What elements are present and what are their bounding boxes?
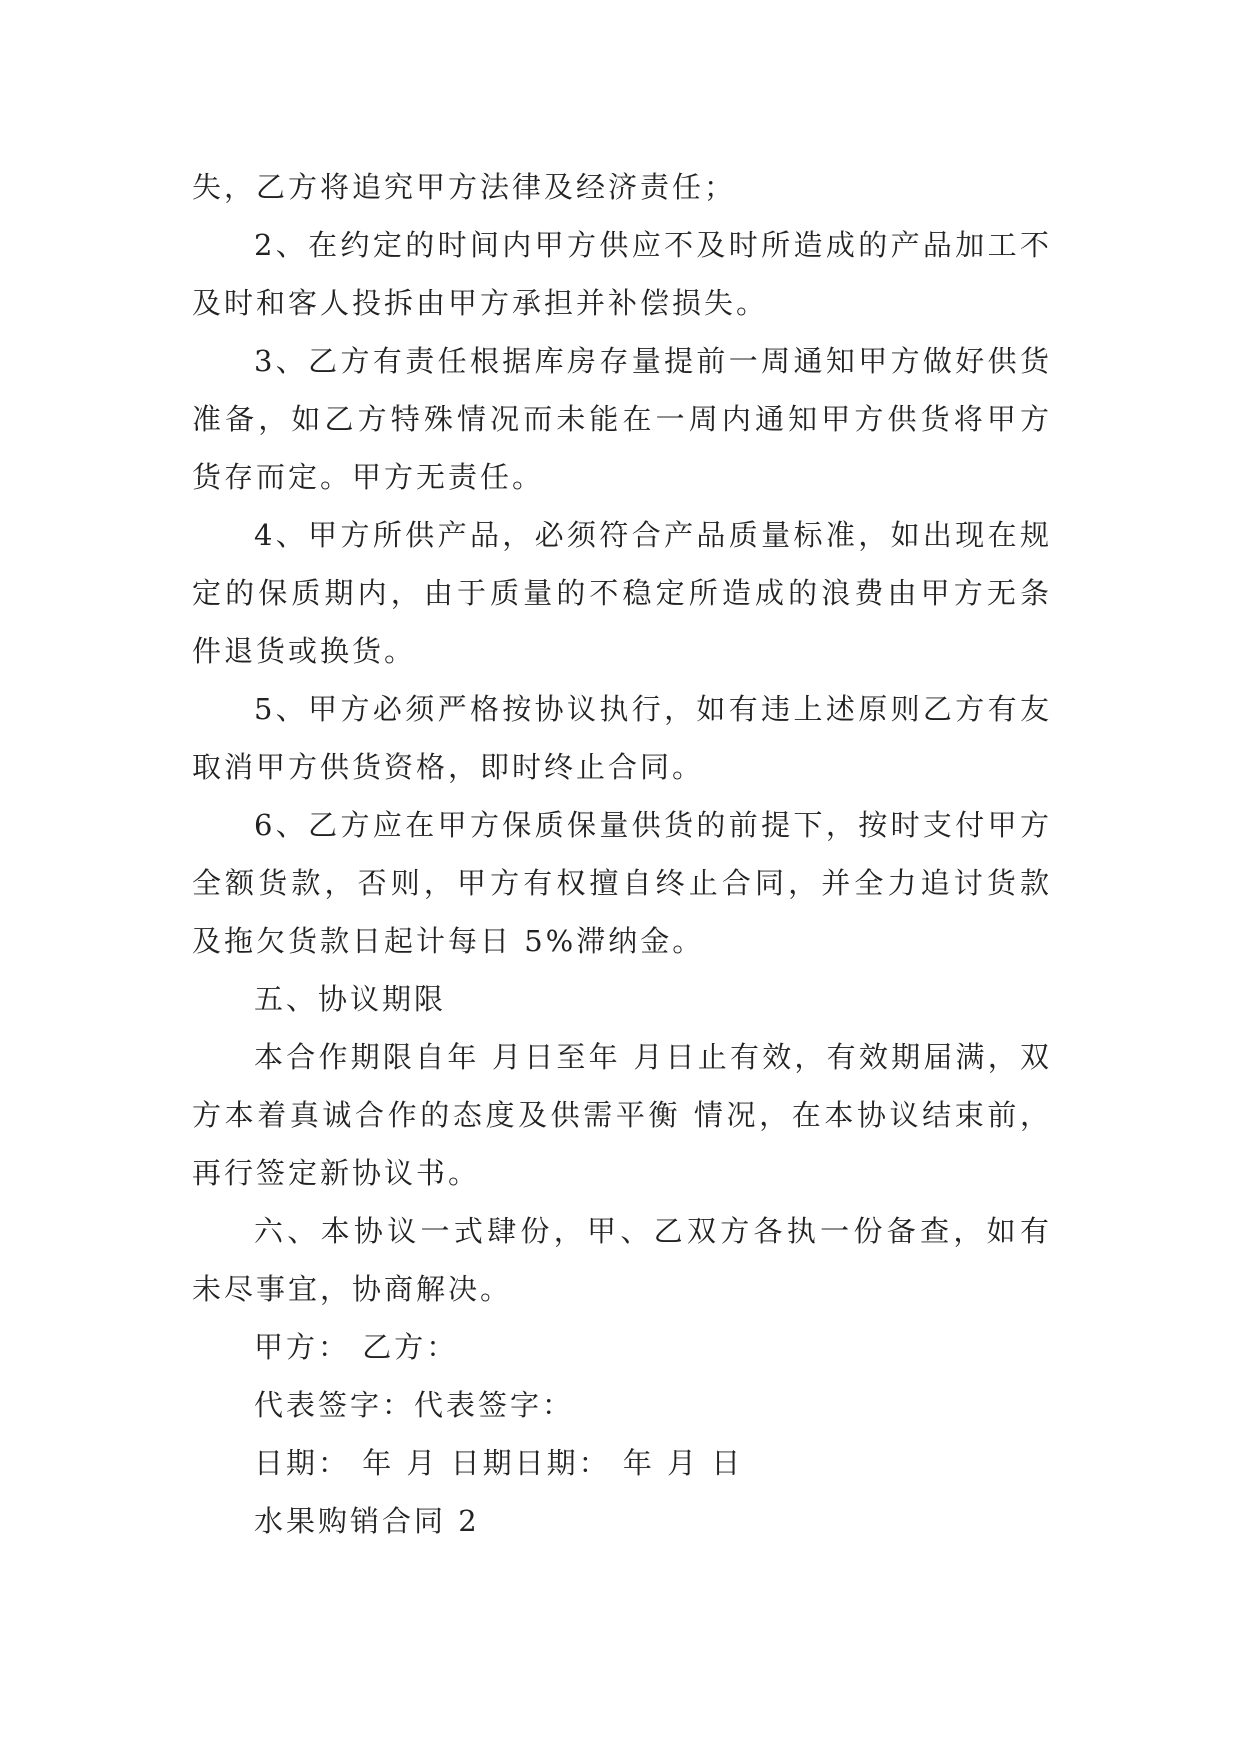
paragraph-clause-5: 5、甲方必须严格按协议执行，如有违上述原则乙方有友取消甲方供货资格，即时终止合同。 xyxy=(192,692,1052,784)
signature-representatives: 代表签字：代表签字： xyxy=(254,1388,575,1422)
paragraph-copies: 六、本协议一式肆份，甲、乙双方各执一份备查，如有未尽事宜，协商解决。 xyxy=(192,1214,1052,1306)
paragraph-clause-3: 3、乙方有责任根据库房存量提前一周通知甲方做好供货准备，如乙方特殊情况而未能在一周内通知甲方供货将甲方货存而定。甲方无责任。 xyxy=(192,344,1052,494)
document-body xyxy=(192,158,1052,1550)
signature-dates: 日期： 年 月 日期日期： 年 月 日 xyxy=(254,1446,744,1480)
paragraph-clause-6: 6、乙方应在甲方保质保量供货的前提下，按时支付甲方全额货款，否则，甲方有权擅自终止合同，并全力追讨货款及拖欠货款日起计每日 5%滞纳金。 xyxy=(192,808,1052,958)
section-heading-term: 五、协议期限 xyxy=(254,982,447,1016)
paragraph-clause-2: 2、在约定的时间内甲方供应不及时所造成的产品加工不及时和客人投拆由甲方承担并补偿损失。 xyxy=(192,228,1052,320)
signature-parties: 甲方： 乙方： xyxy=(254,1330,459,1364)
paragraph-liability-continuation: 失，乙方将追究甲方法律及经济责任； xyxy=(192,170,737,204)
next-document-title: 水果购销合同 2 xyxy=(254,1504,480,1538)
paragraph-term: 本合作期限自年 月日至年 月日止有效，有效期届满，双方本着真诚合作的态度及供需平衡 情况，在本协议结束前，再行签定新协议书。 xyxy=(192,1040,1052,1190)
paragraph-clause-4: 4、甲方所供产品，必须符合产品质量标准，如出现在规定的保质期内，由于质量的不稳定所造成的浪费由甲方无条件退货或换货。 xyxy=(192,518,1052,668)
